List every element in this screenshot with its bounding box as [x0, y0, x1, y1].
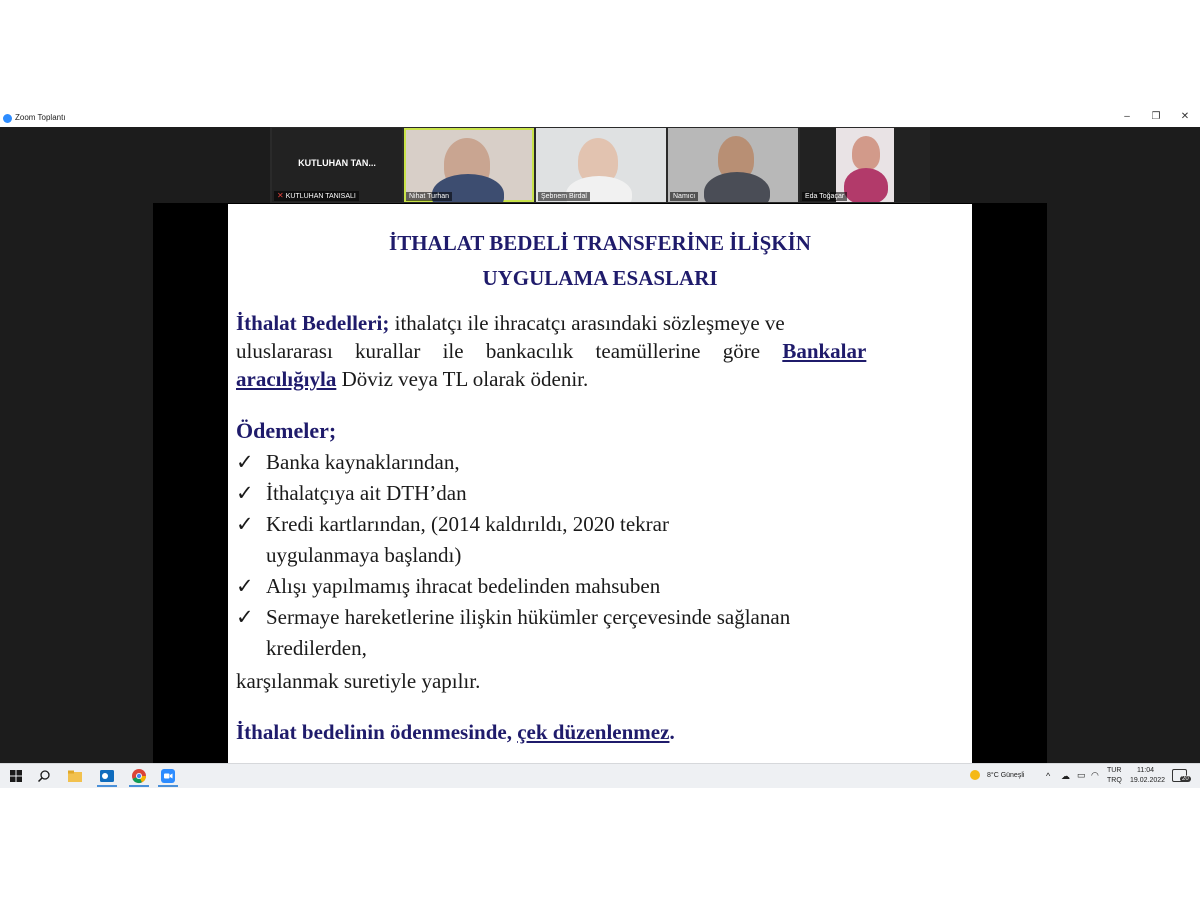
zoom-icon	[3, 114, 12, 123]
clock-date[interactable]: 19.02.2022	[1130, 777, 1166, 784]
participant-name: Namıcı	[670, 192, 698, 201]
paragraph-line: uluslararası kurallar ile bankacılık teamüllerine göre Bankalar	[236, 339, 867, 363]
participant-name: Eda Toğaçar	[802, 192, 847, 201]
cloud-icon[interactable]: ☁	[1061, 771, 1070, 781]
list-item: ✓ Kredi kartlarından, (2014 kaldırıldı, 2020 tekrar	[236, 512, 669, 536]
wifi-icon[interactable]: ◠	[1091, 770, 1099, 780]
payments-heading: Ödemeler;	[236, 418, 337, 443]
window-title: Zoom Toplantı	[15, 113, 66, 122]
restore-button[interactable]: ❐	[1151, 111, 1161, 122]
participant-name: Nihat Turhan	[406, 192, 452, 201]
chrome-icon[interactable]	[131, 768, 147, 784]
slide-title-line1: İTHALAT BEDELİ TRANSFERİNE İLİŞKİN	[389, 231, 811, 255]
zoom-app-icon[interactable]	[160, 768, 176, 784]
check-icon: ✓	[236, 605, 254, 629]
window-titlebar	[0, 110, 1200, 127]
list-item-continuation: uygulanmaya başlandı)	[266, 543, 462, 567]
participant-display-name: KUTLUHAN TAN...	[298, 158, 376, 168]
search-icon[interactable]	[36, 768, 52, 784]
list-item: ✓ İthalatçıya ait DTH’dan	[236, 481, 467, 505]
participant-tile[interactable]	[800, 128, 930, 202]
participant-tile[interactable]	[404, 128, 534, 202]
close-button[interactable]: ✕	[1180, 111, 1190, 122]
check-icon: ✓	[236, 574, 254, 598]
weather-sun-icon[interactable]	[970, 770, 980, 780]
weather-text[interactable]: 8°C Güneşli	[987, 772, 1025, 779]
slide-title-line2: UYGULAMA ESASLARI	[482, 266, 718, 290]
participant-tile[interactable]	[536, 128, 666, 202]
participant-tile[interactable]	[272, 128, 402, 202]
participant-name: Şebnem Birdal	[538, 192, 590, 201]
input-language-bottom[interactable]: TRQ	[1107, 777, 1122, 784]
final-note: İthalat bedelinin ödenmesinde, çek düzenlenmez.	[236, 720, 675, 744]
input-language-top[interactable]: TUR	[1107, 767, 1122, 774]
closing-line: karşılanmak suretiyle yapılır.	[236, 669, 481, 693]
outlook-icon[interactable]	[99, 768, 115, 784]
check-icon: ✓	[236, 512, 254, 536]
list-item: ✓ Banka kaynaklarından,	[236, 450, 460, 474]
minimize-button[interactable]: –	[1124, 111, 1130, 122]
paragraph-line: aracılığıyla Döviz veya TL olarak ödenir.	[236, 367, 589, 391]
chevron-up-icon[interactable]: ^	[1046, 771, 1051, 781]
paragraph-line: İthalat Bedelleri; ithalatçı ile ihracatçı arasındaki sözleşmeye ve	[236, 311, 785, 335]
clock-time[interactable]: 11:04	[1137, 767, 1154, 774]
list-item: ✓ Sermaye hareketlerine ilişkin hükümler çerçevesinde sağlanan	[236, 605, 791, 629]
windows-start-icon[interactable]	[8, 768, 24, 784]
check-icon: ✓	[236, 450, 254, 474]
shared-slide	[228, 204, 972, 763]
taskbar	[0, 763, 1200, 788]
participant-video	[852, 136, 880, 170]
file-explorer-icon[interactable]	[67, 768, 83, 784]
mic-muted-icon: ✕	[277, 191, 284, 200]
notification-count-badge: 20	[1182, 776, 1189, 782]
check-icon: ✓	[236, 481, 254, 505]
participant-name: ✕ KUTLUHAN TANISALI	[274, 191, 359, 201]
list-item: ✓ Alışı yapılmamış ihracat bedelinden mahsuben	[236, 574, 661, 598]
list-item-continuation: kredilerden,	[266, 636, 367, 660]
network-icon[interactable]: ▭	[1077, 770, 1086, 780]
participant-tile[interactable]	[668, 128, 798, 202]
participant-gallery	[270, 127, 930, 203]
